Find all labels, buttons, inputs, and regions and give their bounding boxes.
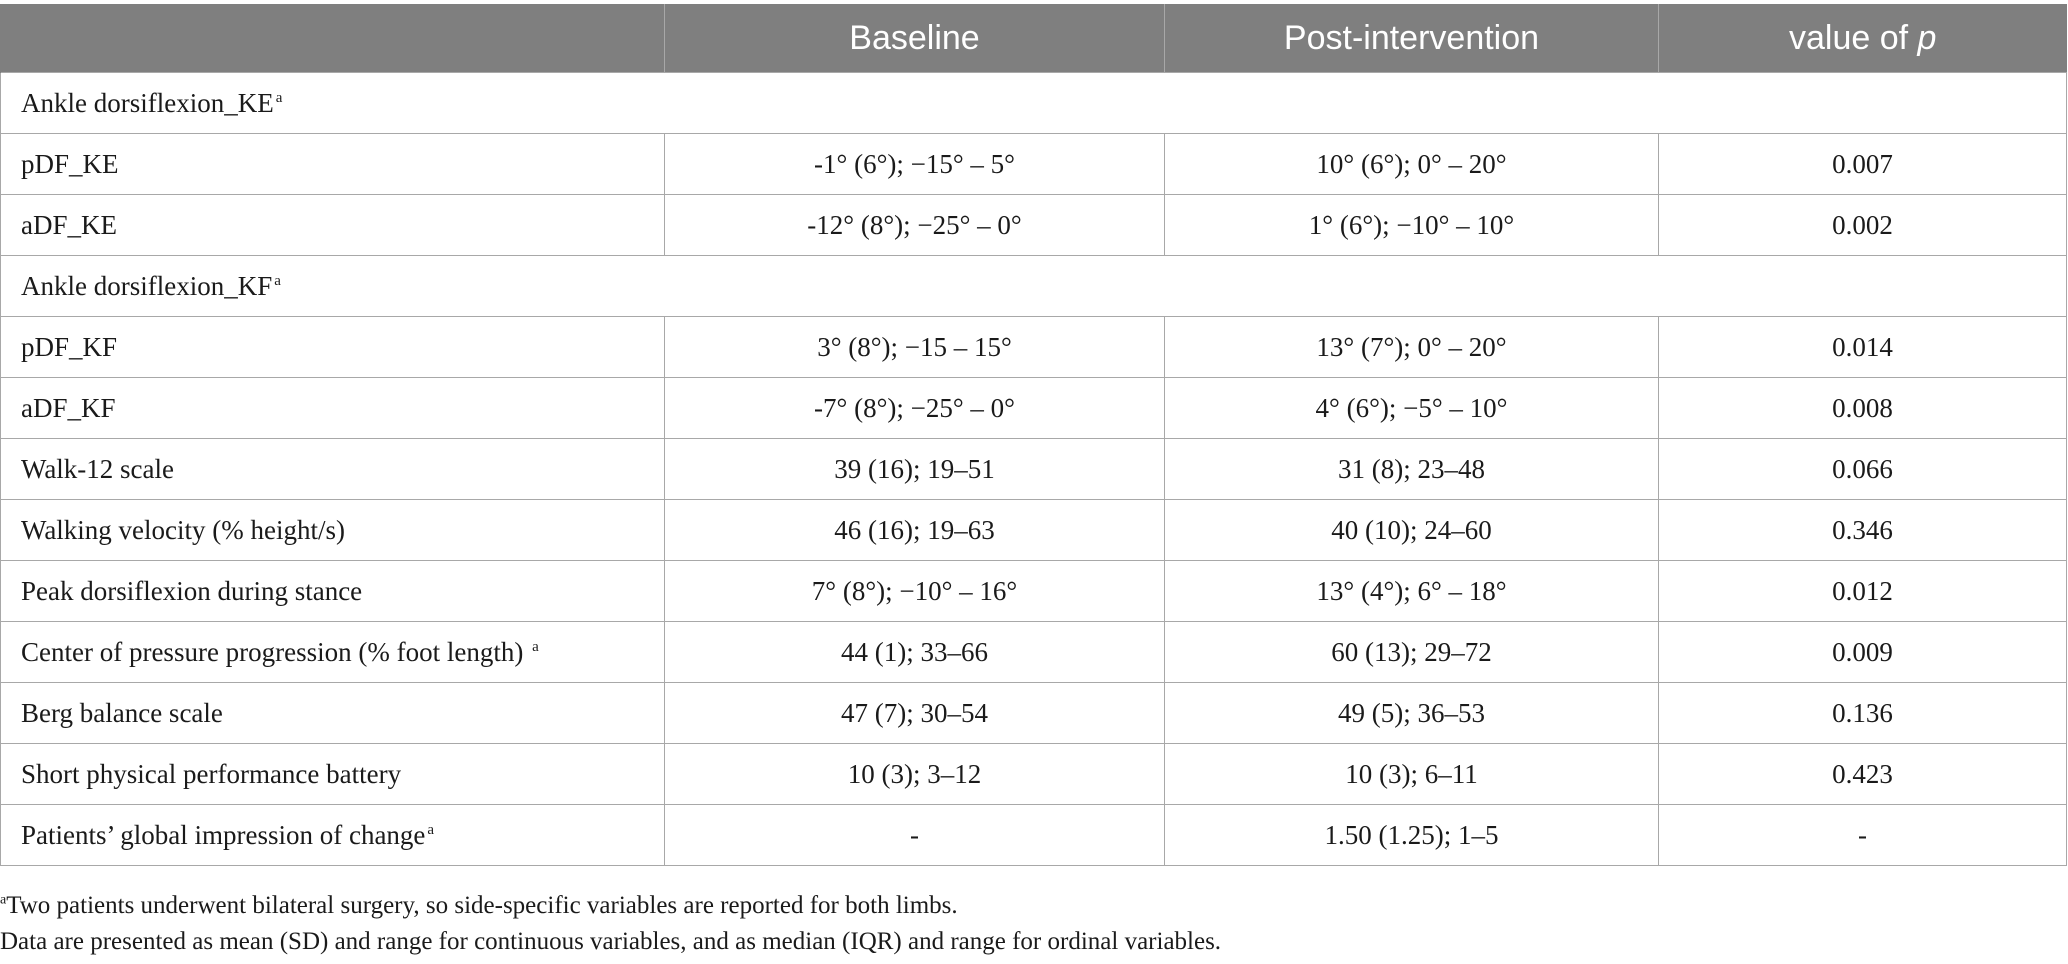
cell-p-value: 0.423: [1659, 744, 2067, 805]
row-label: [1, 134, 665, 195]
cell-baseline: 7° (8°); −10° – 16°: [665, 561, 1165, 622]
cell-p-value: 0.009: [1659, 622, 2067, 683]
cell-p-value: -: [1659, 805, 2067, 866]
cell-baseline: 10 (3); 3–12: [665, 744, 1165, 805]
header-row: [1, 4, 2067, 73]
section-label: [1, 73, 2067, 134]
table-row: [1, 805, 2067, 866]
row-label: [1, 378, 665, 439]
header-p-italic: p: [1917, 18, 1937, 57]
cell-post-intervention: 40 (10); 24–60: [1165, 500, 1659, 561]
row-label-text: pDF_KE: [21, 148, 119, 179]
row-label-text: Berg balance scale: [21, 697, 223, 728]
section-row: [1, 73, 2067, 134]
table-row: [1, 561, 2067, 622]
row-label-text: aDF_KF: [21, 392, 116, 423]
footnote-marker: a: [0, 892, 7, 908]
row-label: [1, 622, 665, 683]
cell-post-intervention: 4° (6°); −5° – 10°: [1165, 378, 1659, 439]
cell-post-intervention: 1° (6°); −10° – 10°: [1165, 195, 1659, 256]
table-row: [1, 622, 2067, 683]
cell-baseline: -12° (8°); −25° – 0°: [665, 195, 1165, 256]
table-footnotes: [0, 888, 1221, 960]
footnote-bilateral-text: Two patients underwent bilateral surgery, so side-specific variables are reported for both limbs.: [6, 892, 958, 919]
row-label: [1, 561, 665, 622]
cell-baseline: 3° (8°); −15 – 15°: [665, 317, 1165, 378]
table-header: [1, 4, 2067, 73]
footnote-marker: a: [274, 272, 281, 289]
row-label: [1, 439, 665, 500]
footnote-marker: a: [275, 89, 283, 106]
cell-post-intervention: 60 (13); 29–72: [1165, 622, 1659, 683]
header-p-prefix: value of: [1789, 18, 1918, 57]
results-table: [0, 4, 2067, 866]
header-p-value: [1659, 4, 2067, 73]
cell-p-value: 0.346: [1659, 500, 2067, 561]
row-label-text: pDF_KF: [21, 331, 118, 362]
section-row: [1, 256, 2067, 317]
footnote-data-presentation: Data are presented as mean (SD) and range for continuous variables, and as median (IQR) and range for ordinal variables.: [0, 928, 1222, 955]
row-label-text: Center of pressure progression (% foot length): [21, 636, 531, 667]
table-row: [1, 317, 2067, 378]
row-label: [1, 805, 665, 866]
cell-post-intervention: 31 (8); 23–48: [1165, 439, 1659, 500]
row-label: [1, 195, 665, 256]
table-row: [1, 500, 2067, 561]
section-label: [1, 256, 2067, 317]
table-row: [1, 195, 2067, 256]
row-label: [1, 500, 665, 561]
row-label-text: Walking velocity (% height/s): [21, 514, 345, 545]
cell-baseline: 44 (1); 33–66: [665, 622, 1165, 683]
row-label-text: Peak dorsiflexion during stance: [21, 575, 363, 606]
header-variable: [1, 4, 665, 73]
table-body: [1, 73, 2067, 866]
footnote-marker: a: [427, 821, 435, 838]
cell-baseline: -: [665, 805, 1165, 866]
cell-baseline: -7° (8°); −25° – 0°: [665, 378, 1165, 439]
row-label-text: Walk-12 scale: [21, 453, 175, 484]
section-label-text: Ankle dorsiflexion_KE: [21, 87, 274, 118]
section-label-text: Ankle dorsiflexion_KF: [21, 270, 273, 301]
cell-p-value: 0.008: [1659, 378, 2067, 439]
row-label: [1, 317, 665, 378]
cell-p-value: 0.007: [1659, 134, 2067, 195]
cell-post-intervention: 1.50 (1.25); 1–5: [1165, 805, 1659, 866]
cell-p-value: 0.012: [1659, 561, 2067, 622]
cell-p-value: 0.136: [1659, 683, 2067, 744]
cell-post-intervention: 13° (4°); 6° – 18°: [1165, 561, 1659, 622]
footnote-bilateral: [0, 888, 1221, 924]
table-row: [1, 378, 2067, 439]
row-label-text: aDF_KE: [21, 209, 117, 240]
cell-baseline: 39 (16); 19–51: [665, 439, 1165, 500]
cell-p-value: 0.066: [1659, 439, 2067, 500]
cell-p-value: 0.002: [1659, 195, 2067, 256]
header-baseline: Baseline: [665, 4, 1165, 73]
cell-post-intervention: 10° (6°); 0° – 20°: [1165, 134, 1659, 195]
cell-baseline: 46 (16); 19–63: [665, 500, 1165, 561]
row-label-text: Short physical performance battery: [21, 758, 402, 789]
table-row: [1, 134, 2067, 195]
row-label-text: Patients’ global impression of change: [21, 819, 426, 850]
cell-baseline: 47 (7); 30–54: [665, 683, 1165, 744]
cell-post-intervention: 13° (7°); 0° – 20°: [1165, 317, 1659, 378]
row-label: [1, 683, 665, 744]
row-label: [1, 744, 665, 805]
header-post-intervention: Post-intervention: [1165, 4, 1659, 73]
results-table-container: [0, 4, 2068, 866]
table-row: [1, 683, 2067, 744]
footnote-marker: a: [532, 638, 539, 655]
table-row: [1, 439, 2067, 500]
cell-baseline: -1° (6°); −15° – 5°: [665, 134, 1165, 195]
table-row: [1, 744, 2067, 805]
cell-post-intervention: 49 (5); 36–53: [1165, 683, 1659, 744]
cell-p-value: 0.014: [1659, 317, 2067, 378]
cell-post-intervention: 10 (3); 6–11: [1165, 744, 1659, 805]
